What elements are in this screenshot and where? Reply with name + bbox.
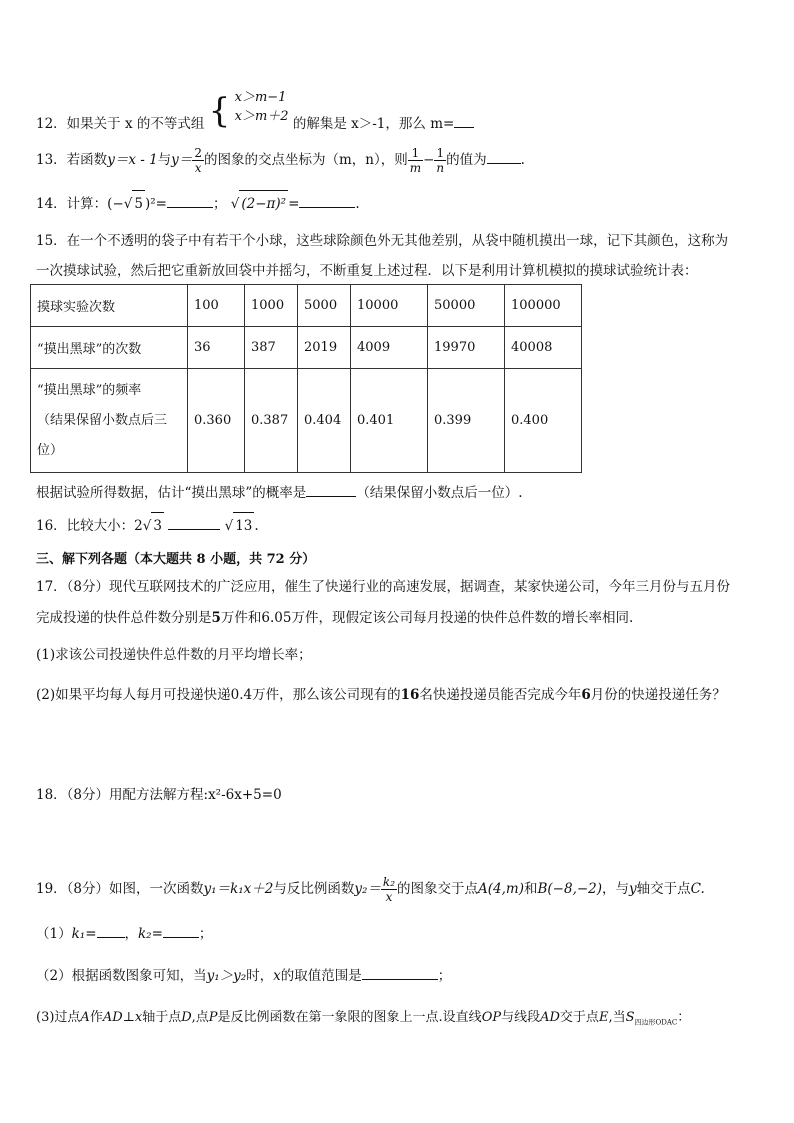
q17-sub2-d: 6	[581, 687, 591, 703]
q14-pow: )²=	[144, 196, 167, 212]
table-cell: 0.399	[428, 369, 505, 473]
q14-eq: =	[288, 196, 300, 212]
q19-sub3-h: ,当	[608, 1010, 626, 1025]
q13-answer-blank[interactable]	[487, 163, 521, 164]
f2-numerator: 2	[194, 146, 202, 160]
q19-sub1-d: =	[151, 926, 163, 942]
q19-sub2-d: ；	[437, 968, 452, 984]
q15-answer-line	[36, 481, 523, 501]
point-E: E	[598, 1010, 609, 1025]
point-D: D	[181, 1010, 192, 1025]
q16-prefix: 16．比较大小：2	[36, 518, 143, 534]
q19-sub3-c: 轴于点	[142, 1010, 182, 1025]
q14-dot: .	[355, 196, 360, 212]
table-cell: 1000	[245, 285, 298, 327]
frac2-numerator: 1	[434, 146, 446, 161]
question-13	[36, 140, 525, 180]
q19-sub3-a: (3)过点	[36, 1010, 81, 1025]
q16-answer-blank[interactable]	[168, 529, 220, 530]
table-cell: 0.401	[351, 369, 428, 473]
q13-mid: 的图象的交点坐标为（m，n），则	[203, 152, 408, 168]
q19-sub3-d: ,点	[191, 1010, 209, 1025]
question-16	[36, 512, 259, 539]
q12-prefix: 12．如果关于 x 的不等式组	[36, 116, 205, 132]
q15-line-1: 15．在一个不透明的袋子中有若干个小球，这些球除颜色外无其他差别，从袋中随机摸出一球，记下其颜色，这称为	[36, 233, 729, 249]
table-cell: 2019	[298, 327, 351, 369]
point-A-ref: A	[80, 1010, 90, 1025]
line-OP: OP	[481, 1010, 502, 1025]
table-cell: 10000	[351, 285, 428, 327]
k1-label: k₁	[71, 926, 86, 942]
table-cell: 19970	[428, 327, 505, 369]
inverse-function-lhs: y₂＝	[354, 881, 381, 897]
segment-AD: AD	[540, 1010, 560, 1025]
question-14	[36, 190, 360, 216]
q19-sub2-a: （2）根据函数图象可知，当	[36, 968, 207, 984]
q19-line1-e: 轴交于点	[636, 881, 691, 897]
q19-sub2-b: 时，	[246, 968, 274, 984]
q13-prefix: 13．若函数	[36, 152, 108, 168]
q19-and: 和	[523, 881, 538, 897]
q15-after-b: （结果保留小数点后一位）.	[356, 485, 523, 501]
q19-sub1-b: =	[85, 926, 97, 942]
q19-sub3-g: 交于点	[559, 1010, 599, 1025]
experiment-table	[30, 284, 582, 473]
q13-dot: .	[520, 152, 525, 168]
q19-line1-b: 与反比例函数	[273, 881, 355, 897]
q19-sub-2	[36, 964, 451, 984]
q17-sub2-e: 月份的快递投递任务？	[590, 687, 726, 703]
question-12	[36, 88, 474, 132]
k1-answer-blank[interactable]	[97, 937, 125, 938]
q16-dot: .	[254, 518, 259, 534]
point-C: C.	[690, 881, 705, 897]
q17-line-1: 17．（8分）现代互联网技术的广泛应用，催生了快递行业的高速发展，据调查，某家快递公司，今年三月份与五月份	[36, 579, 731, 595]
area-S: S	[625, 1010, 635, 1025]
linear-function: y₁＝k₁x＋2	[203, 881, 274, 897]
section-3-heading: 三、解下列各题（本大题共 8 小题，共 72 分）	[36, 552, 316, 567]
q12-answer-blank[interactable]	[454, 127, 474, 128]
table-row	[31, 369, 582, 473]
q14-answer-blank-1[interactable]	[167, 207, 213, 208]
q19-sub3-f: 与线段	[501, 1010, 541, 1025]
y1-gt-y2: y₁＞y₂	[206, 968, 247, 984]
k2-numerator: k₂	[382, 875, 396, 889]
question-18: 18．（8分）用配方法解方程:x²-6x+5=0	[36, 787, 282, 803]
table-cell: 50000	[428, 285, 505, 327]
q17-sub-2	[36, 683, 726, 703]
q14-prefix: 14．计算：(−	[36, 196, 124, 212]
q19-sub1-a: （1）	[36, 926, 72, 942]
fraction-1-over-m	[408, 146, 423, 175]
point-A: A(4,m)	[478, 881, 524, 897]
k2-answer-blank[interactable]	[163, 937, 199, 938]
k2-label: k₂	[138, 926, 152, 942]
sqrt-symbol-2: √	[230, 196, 240, 212]
q19-sub3-i: ：	[677, 1010, 691, 1025]
q17-line2-b: 5	[211, 610, 221, 626]
table-cell: 0.387	[245, 369, 298, 473]
table-cell: 0.360	[188, 369, 245, 473]
table-cell: 0.400	[505, 369, 582, 473]
q15-answer-blank[interactable]	[306, 496, 356, 497]
table-cell: 100000	[505, 285, 582, 327]
sqrt-5: 5	[132, 190, 145, 217]
system-brace: {	[208, 91, 231, 131]
frac1-denominator: m	[409, 161, 422, 175]
function-2-lhs: y＝	[171, 152, 193, 168]
function-1: y＝x - 1	[107, 152, 158, 168]
q17-sub2-c: 名快递投递员能否完成今年	[419, 687, 582, 703]
minus-sign: −	[423, 152, 435, 168]
q19-line1-d: ，与	[602, 881, 630, 897]
q19-sub3-b: 作	[89, 1010, 103, 1025]
inequality-2: x＞m＋2	[234, 109, 289, 124]
q17-sub2-a: (2)如果平均每人每月可投递快递0.4万件，那么该公司现有的	[36, 687, 401, 703]
table-row	[31, 285, 582, 327]
x-denominator: x	[385, 890, 393, 904]
q13-and: 与	[157, 152, 172, 168]
sqrt-3: 3	[151, 512, 164, 539]
q14-semicolon: ；	[212, 196, 227, 212]
frac1-numerator: 1	[408, 146, 423, 161]
sqrt-symbol-4: √	[224, 518, 234, 534]
table-cell: 0.404	[298, 369, 351, 473]
q13-end: 的值为	[446, 152, 487, 168]
q17-line-2	[36, 606, 633, 626]
x-range-answer-blank[interactable]	[362, 979, 438, 980]
table-cell: “摸出黑球”的次数	[31, 327, 188, 369]
q19-sub1-c: ，	[124, 926, 138, 942]
sqrt-2-minus-pi-squared: (2−π)²	[239, 190, 288, 217]
row3-label-line3: 位）	[37, 442, 64, 458]
table-row	[31, 327, 582, 369]
AD-perp-x: AD⊥x	[102, 1010, 143, 1025]
inequality-system	[235, 88, 289, 126]
q19-sub-3	[36, 1006, 690, 1028]
table-cell: 100	[188, 285, 245, 327]
q19-line1-a: 19．（8分）如图，一次函数	[36, 881, 204, 897]
inequality-1: x＞m−1	[234, 90, 287, 105]
q19-sub3-e: 是反比例函数在第一象限的图象上一点.设直线	[217, 1010, 482, 1025]
q15-line-2: 一次摸球试验，然后把它重新放回袋中并摇匀，不断重复上述过程．以下是利用计算机模拟的摸球试验统计表：	[36, 263, 698, 279]
x-var: x	[273, 968, 281, 984]
table-cell: 摸球实验次数	[31, 285, 188, 327]
q19-sub1-e: ；	[198, 926, 213, 942]
q19-sub-1	[36, 922, 212, 942]
q19-line1-c: 的图象交于点	[397, 881, 479, 897]
q12-mid: 的解集是 x＞-1，那么 m=	[292, 116, 455, 132]
q19-sub2-c: 的取值范围是	[280, 968, 362, 984]
frac2-denominator: n	[436, 161, 445, 175]
y-axis-label: y	[629, 881, 637, 897]
table-cell: 40008	[505, 327, 582, 369]
q15-after-a: 根据试验所得数据，估计“摸出黑球”的概率是	[36, 485, 307, 501]
q14-answer-blank-2[interactable]	[299, 207, 355, 208]
f2-denominator: x	[194, 161, 202, 175]
sqrt-symbol: √	[123, 196, 133, 212]
sqrt-13: 13	[233, 512, 254, 539]
row3-label-line2: （结果保留小数点后三	[37, 412, 168, 428]
table-cell: 4009	[351, 327, 428, 369]
q17-line2-a: 完成投递的快件总件数分别是	[36, 610, 212, 626]
q17-line2-c: 万件和6.05万件，现假定该公司每月投递的快件总件数的增长率相同.	[220, 610, 634, 626]
row3-label-line1: “摸出黑球”的频率	[37, 382, 142, 398]
table-cell	[31, 369, 188, 473]
inverse-function-fraction	[381, 875, 397, 904]
function-2-fraction	[192, 146, 204, 175]
fraction-1-over-n	[434, 146, 446, 175]
area-subscript: 四边形ODAC	[634, 1018, 678, 1027]
sqrt-symbol-3: √	[142, 518, 152, 534]
q19-line-1	[36, 870, 705, 908]
point-P: P	[208, 1010, 218, 1025]
table-cell: 5000	[298, 285, 351, 327]
table-cell: 387	[245, 327, 298, 369]
q17-sub2-b: 16	[400, 687, 420, 703]
point-B: B(−8,−2)	[537, 881, 603, 897]
q17-sub-1: (1)求该公司投递快件总件数的月平均增长率；	[36, 647, 312, 663]
table-cell: 36	[188, 327, 245, 369]
